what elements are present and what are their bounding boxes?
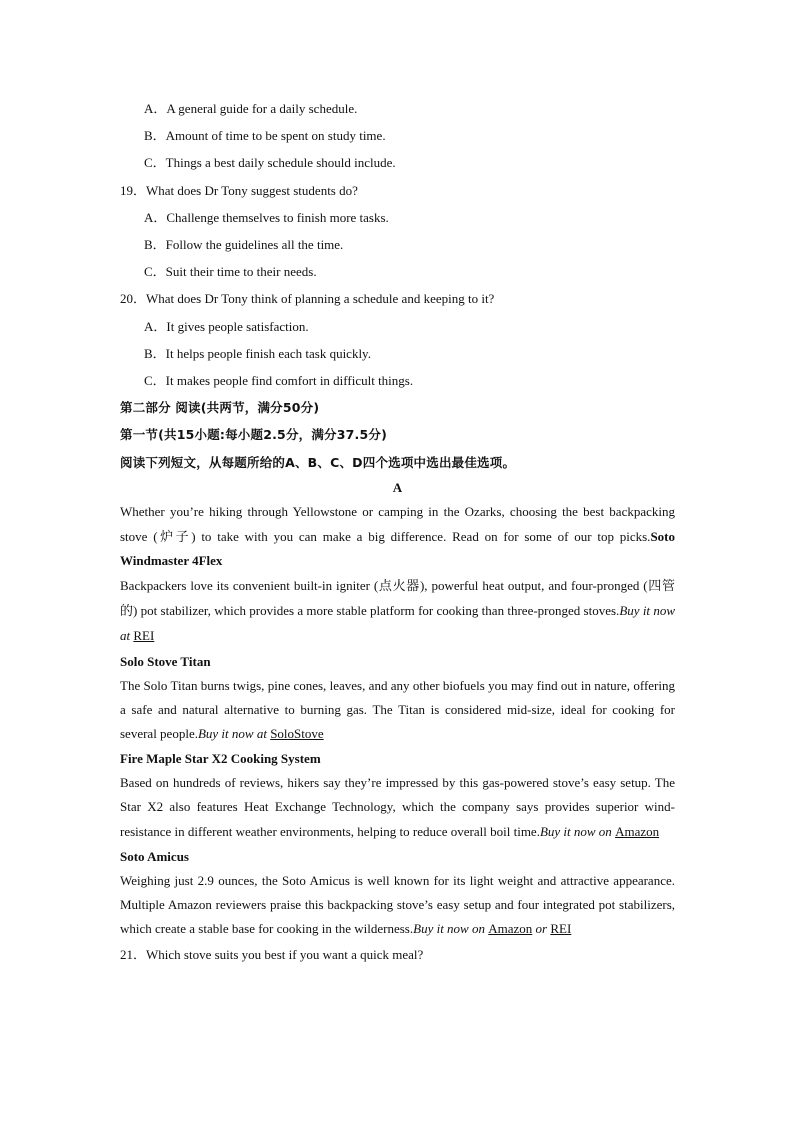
q18-option-b: B．Amount of time to be spent on study time. [144, 128, 386, 144]
passage-intro-text: Whether you’re hiking through Yellowstone or camping in the Ozarks, choosing the best backpacking stove (炉子) to take with you can make a big difference. Read on for some of our top picks. [120, 503, 675, 544]
q19-option-b: B．Follow the guidelines all the time. [144, 237, 344, 253]
item-4-link-amazon[interactable]: Amazon [488, 921, 533, 937]
q18-option-c: C．Things a best daily schedule should include. [144, 155, 396, 171]
item-3-text: Based on hundreds of reviews, hikers say they’re impressed by this gas-powered stove’s easy setup. The Star X2 also features Heat Exchange Technology, which the company says provides superior wind-resistance in different weather environments, helping to reduce overall boil time. [120, 775, 675, 839]
item-4-buy-prefix: Buy it now on [413, 921, 489, 937]
item-4-text: Weighing just 2.9 ounces, the Soto Amicus is well known for its light weight and attractive appearance. Multiple Amazon reviewers praise this backpacking stove’s easy setup and four integrated pot stabilizers, which create a stable base for cooking in the wilderness. [120, 872, 675, 937]
section-subtitle: 第一节(共15小题:每小题2.5分，满分37.5分) [120, 427, 388, 443]
item-2-name: Solo Stove Titan [120, 653, 211, 669]
q21-question: 21．Which stove suits you best if you want a quick meal? [120, 947, 424, 963]
item-1-text: Backpackers love its convenient built-in igniter (点火器), powerful heat output, and four-pronged (四管的) pot stabilizer, which provides a more stable platform for cooking than three-pronged stoves. [120, 578, 675, 619]
q19-option-a: A．Challenge themselves to finish more tasks. [144, 209, 389, 225]
item-4-buy-mid: or [532, 921, 551, 937]
q20-option-c: C．It makes people find comfort in difficult things. [144, 373, 414, 389]
item-1-description [120, 574, 675, 648]
q19-question: 19．What does Dr Tony suggest students do? [120, 182, 358, 198]
q20-option-a: A．It gives people satisfaction. [144, 318, 309, 334]
item-4-description [120, 869, 675, 942]
item-3-name: Fire Maple Star X2 Cooking System [120, 751, 321, 767]
item-1-name: Soto Windmaster 4Flex [120, 528, 675, 569]
item-1-buy-prefix: Buy it now at [120, 603, 675, 643]
item-3-buy-prefix: Buy it now on [539, 823, 616, 839]
item-2-description [120, 674, 675, 747]
section-instruction: 阅读下列短文，从每题所给的A、B、C、D四个选项中选出最佳选项。 [120, 454, 516, 470]
q20-question: 20．What does Dr Tony think of planning a schedule and keeping to it? [120, 291, 495, 307]
item-4-link-rei[interactable]: REI [550, 921, 572, 937]
item-3-description [120, 771, 675, 844]
item-1-link-rei[interactable]: REI [133, 627, 155, 643]
item-3-link-amazon[interactable]: Amazon [615, 823, 660, 839]
q19-option-c: C．Suit their time to their needs. [144, 264, 317, 280]
exam-page [120, 95, 675, 969]
item-2-text: The Solo Titan burns twigs, pine cones, leaves, and any other biofuels you may find out in nature, offering a safe and natural alternative to burning gas. The Titan is considered mid-size, ideal for cooking for several people. [120, 677, 675, 742]
passage-label: A [392, 479, 403, 495]
item-2-buy-prefix: Buy it now at [197, 726, 271, 742]
q18-option-a: A．A general guide for a daily schedule. [144, 101, 358, 116]
part-title: 第二部分 阅读(共两节，满分50分) [120, 400, 320, 416]
item-4-name: Soto Amicus [120, 848, 189, 864]
item-2-link-solostove[interactable]: SoloStove [270, 726, 324, 742]
q20-option-b: B．It helps people finish each task quickly. [144, 345, 371, 361]
passage-intro [120, 500, 675, 574]
